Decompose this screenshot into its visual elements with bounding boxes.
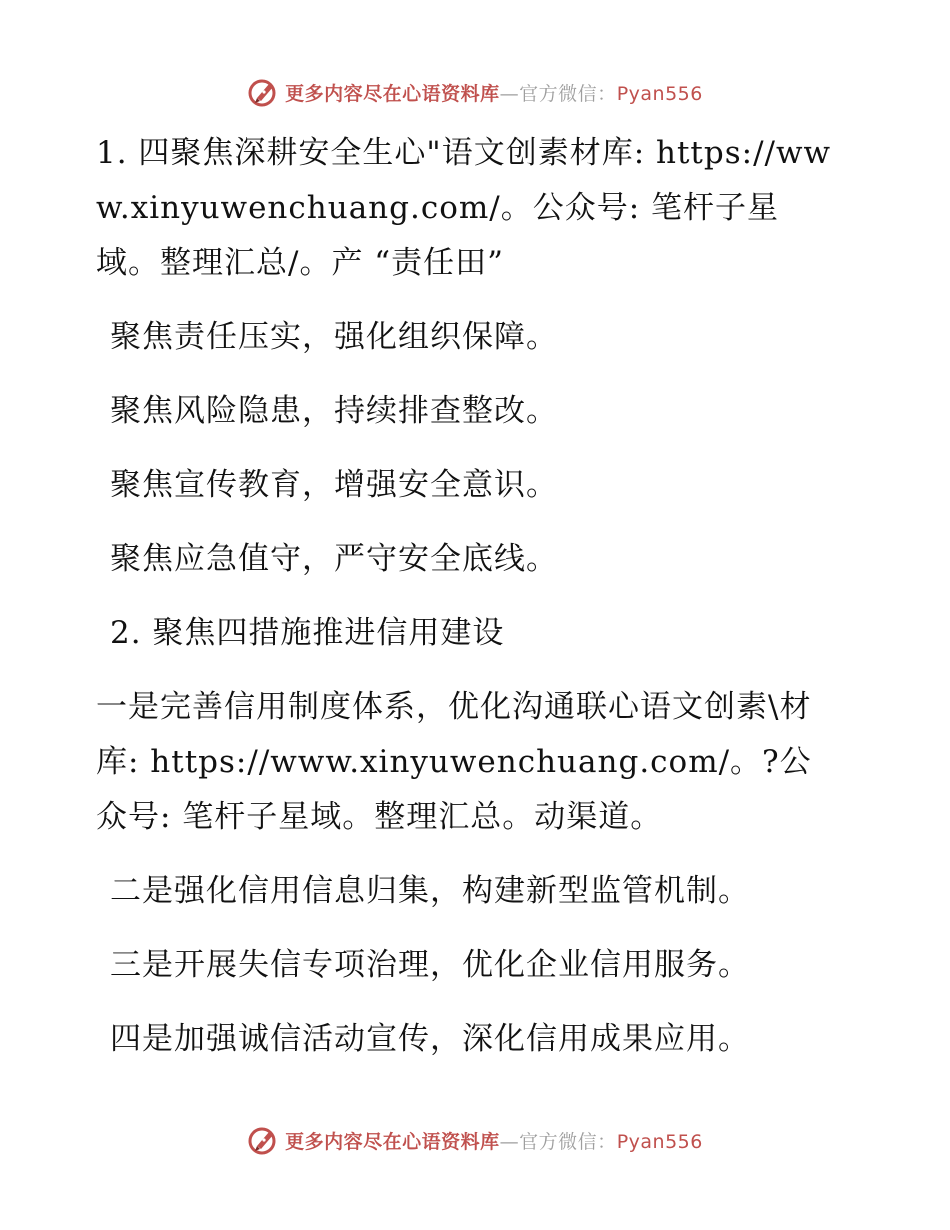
banner-separator: — [499,1130,520,1153]
paragraph-item: 二是强化信用信息归集，构建新型监管机制。 [110,873,750,909]
paragraph-item: 一是完善信用制度体系，优化沟通联心语文创素\材库: https://www.xinyuwenchuang.com/。?公众号: 笔杆子星域。整理汇总。动渠道。 [96,689,812,835]
banner-separator: — [499,82,520,105]
header-banner [0,72,950,112]
paragraph-item: 聚焦应急值守，严守安全底线。 [110,541,558,577]
paragraph-section-1-heading: 1. 四聚焦深耕安全生心"语文创素材库: https://www.xinyuwenchuang.com/。公众号: 笔杆子星域。整理汇总/。产 “责任田” [96,135,832,281]
paragraph-section-2-heading: 2. 聚焦四措施推进信用建设 [110,615,505,651]
banner-wechat-label: 官方微信： [519,82,617,105]
banner-caption [285,79,703,106]
banner-wechat-label: 官方微信： [519,1130,617,1153]
banner-caption [285,1127,703,1154]
document-body [96,126,841,1086]
paragraph-item: 聚焦宣传教育，增强安全意识。 [110,467,558,503]
paragraph-item: 四是加强诚信活动宣传，深化信用成果应用。 [110,1021,750,1057]
paragraph-item: 聚焦责任压实，强化组织保障。 [110,319,558,355]
footer-banner [0,1120,950,1160]
pen-nib-logo-icon [247,76,279,108]
banner-wechat-id: Pyan556 [616,82,703,105]
banner-main-text: 更多内容尽在心语资料库 [285,82,500,105]
paragraph-item: 聚焦风险隐患，持续排查整改。 [110,393,558,429]
banner-main-text: 更多内容尽在心语资料库 [285,1130,500,1153]
banner-wechat-id: Pyan556 [616,1130,703,1153]
paragraph-item: 三是开展失信专项治理，优化企业信用服务。 [110,947,750,983]
pen-nib-logo-icon [247,1124,279,1156]
